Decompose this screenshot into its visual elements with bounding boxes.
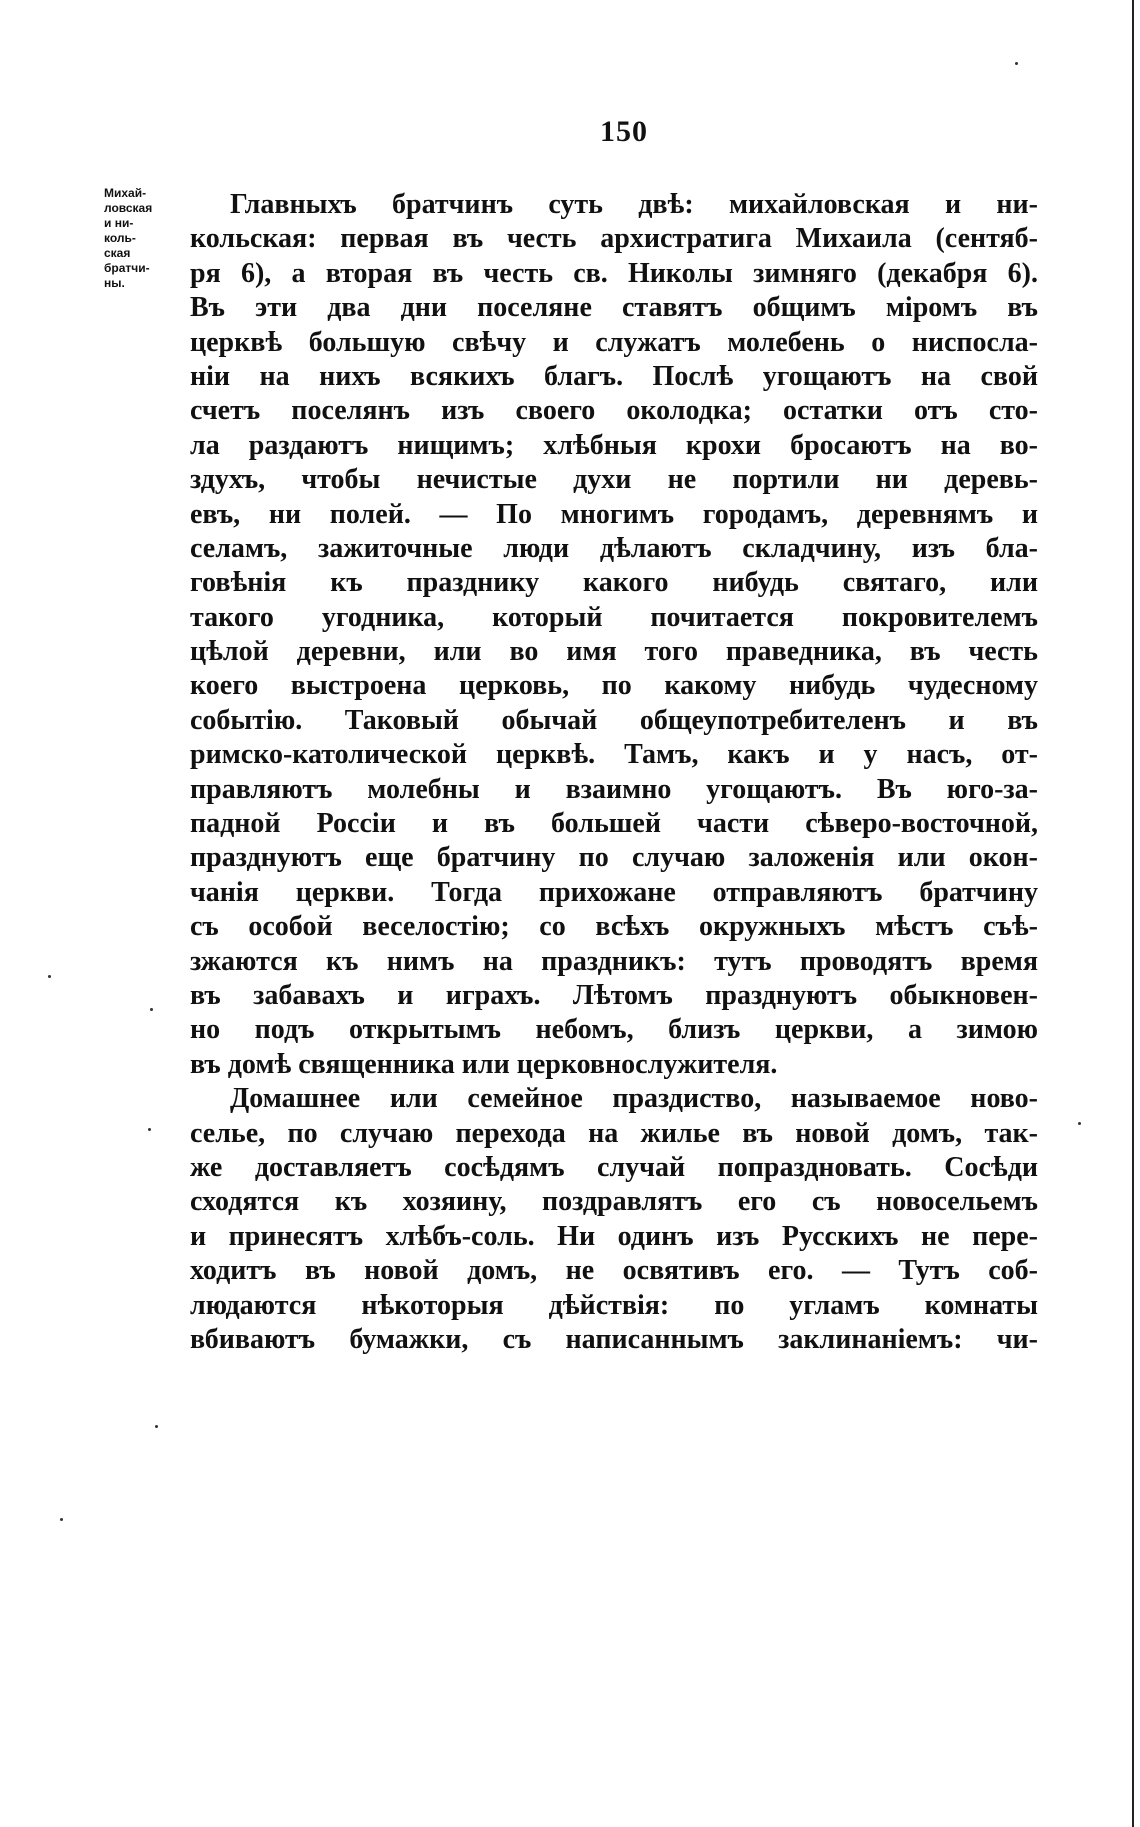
marginal-note-line: братчи- [104, 261, 150, 275]
text-line: селамъ, зажиточные люди дѣлаютъ складчину, изъ бла- [190, 532, 1038, 564]
marginal-note-line: и ни- [104, 216, 134, 230]
text-line: говѣнія къ празднику какого нибудь святаго, или [190, 567, 1038, 599]
text-line: ла раздаютъ нищимъ; хлѣбныя крохи бросаютъ на во- [190, 429, 1038, 461]
text-line: римско-католической церквѣ. Тамъ, какъ и у насъ, от- [190, 739, 1038, 771]
marginal-note-line: Михай- [104, 186, 147, 200]
text-line: падной Россіи и въ большей части сѣверо-восточной, [190, 808, 1038, 840]
text-line: ніи на нихъ всякихъ благъ. Послѣ угощаютъ на свой [190, 360, 1038, 392]
marginal-note [104, 186, 186, 291]
text-line: такого угодника, который почитается покровителемъ [190, 601, 1038, 633]
text-line: Главныхъ братчинъ суть двѣ: михайловская и ни- [230, 189, 1038, 220]
text-line: же доставляетъ сосѣдямъ случай попраздновать. Сосѣди [190, 1151, 1038, 1183]
scan-speck [150, 1008, 153, 1011]
text-line: и принесятъ хлѣбъ-соль. Ни одинъ изъ Русскихъ не пере- [190, 1220, 1038, 1252]
marginal-note-line: ловская [104, 201, 153, 215]
text-line: въ забавахъ и играхъ. Лѣтомъ празднуютъ обыкновен- [190, 979, 1038, 1011]
text-line: правляютъ молебны и взаимно угощаютъ. Въ юго-за- [190, 773, 1038, 805]
marginal-note-line: ны. [104, 276, 125, 290]
text-line: здухъ, чтобы нечистые духи не портили ни деревь- [190, 464, 1038, 496]
text-line: церквѣ большую свѣчу и служатъ молебень о ниспосла- [190, 326, 1038, 358]
scan-speck [148, 1128, 151, 1131]
page-edge-rule [1132, 0, 1134, 1827]
body-text [190, 188, 1038, 1357]
text-line: но подъ открытымъ небомъ, близъ церкви, а зимою [190, 1014, 1038, 1046]
text-line: празднуютъ еще братчину по случаю заложенія или окон- [190, 842, 1038, 874]
text-line: ря 6), а вторая въ честь св. Николы зимняго (декабря 6). [190, 257, 1038, 289]
text-line: кольская: первая въ честь архистратига Михаила (сентяб- [190, 223, 1038, 255]
text-line: ходитъ въ новой домъ, не освятивъ его. — Тутъ соб- [190, 1255, 1038, 1287]
text-line: вбиваютъ бумажки, съ написаннымъ заклинаніемъ: чи- [190, 1323, 1038, 1355]
text-line: людаются нѣкоторыя дѣйствія: по угламъ комнаты [190, 1289, 1038, 1321]
text-line: съ особой веселостію; со всѣхъ окружныхъ мѣстъ съѣ- [190, 911, 1038, 943]
marginal-note-line: коль- [104, 231, 136, 245]
text-line: счетъ поселянъ изъ своего околодка; остатки отъ сто- [190, 395, 1038, 427]
text-line: Въ эти два дни поселяне ставятъ общимъ міромъ въ [190, 292, 1038, 324]
text-line: коего выстроена церковь, по какому нибудь чудесному [190, 670, 1038, 702]
text-line: въ домѣ священника или церковнослужителя. [190, 1048, 778, 1080]
text-line: селье, по случаю перехода на жилье въ новой домъ, так- [190, 1117, 1038, 1149]
text-line: чанія церкви. Тогда прихожане отправляютъ братчину [190, 876, 1038, 908]
text-line: событію. Таковый обычай общеупотребителенъ и въ [190, 704, 1038, 736]
text-line: сходятся къ хозяину, поздравлятъ его съ новосельемъ [190, 1186, 1038, 1218]
scan-speck [155, 1425, 158, 1428]
text-line: зжаются къ нимъ на праздникъ: тутъ проводятъ время [190, 945, 1038, 977]
text-line: цѣлой деревни, или во имя того праведника, въ честь [190, 636, 1038, 668]
page-number: 150 [600, 115, 648, 148]
scan-speck [1078, 1122, 1081, 1125]
text-line: евъ, ни полей. — По многимъ городамъ, деревнямъ и [190, 498, 1038, 530]
scan-speck [60, 1518, 63, 1521]
marginal-note-line: ская [104, 246, 131, 260]
scan-speck [1015, 62, 1018, 65]
text-line: Домашнее или семейное праздиство, называемое ново- [230, 1083, 1038, 1115]
scan-speck [48, 975, 51, 978]
